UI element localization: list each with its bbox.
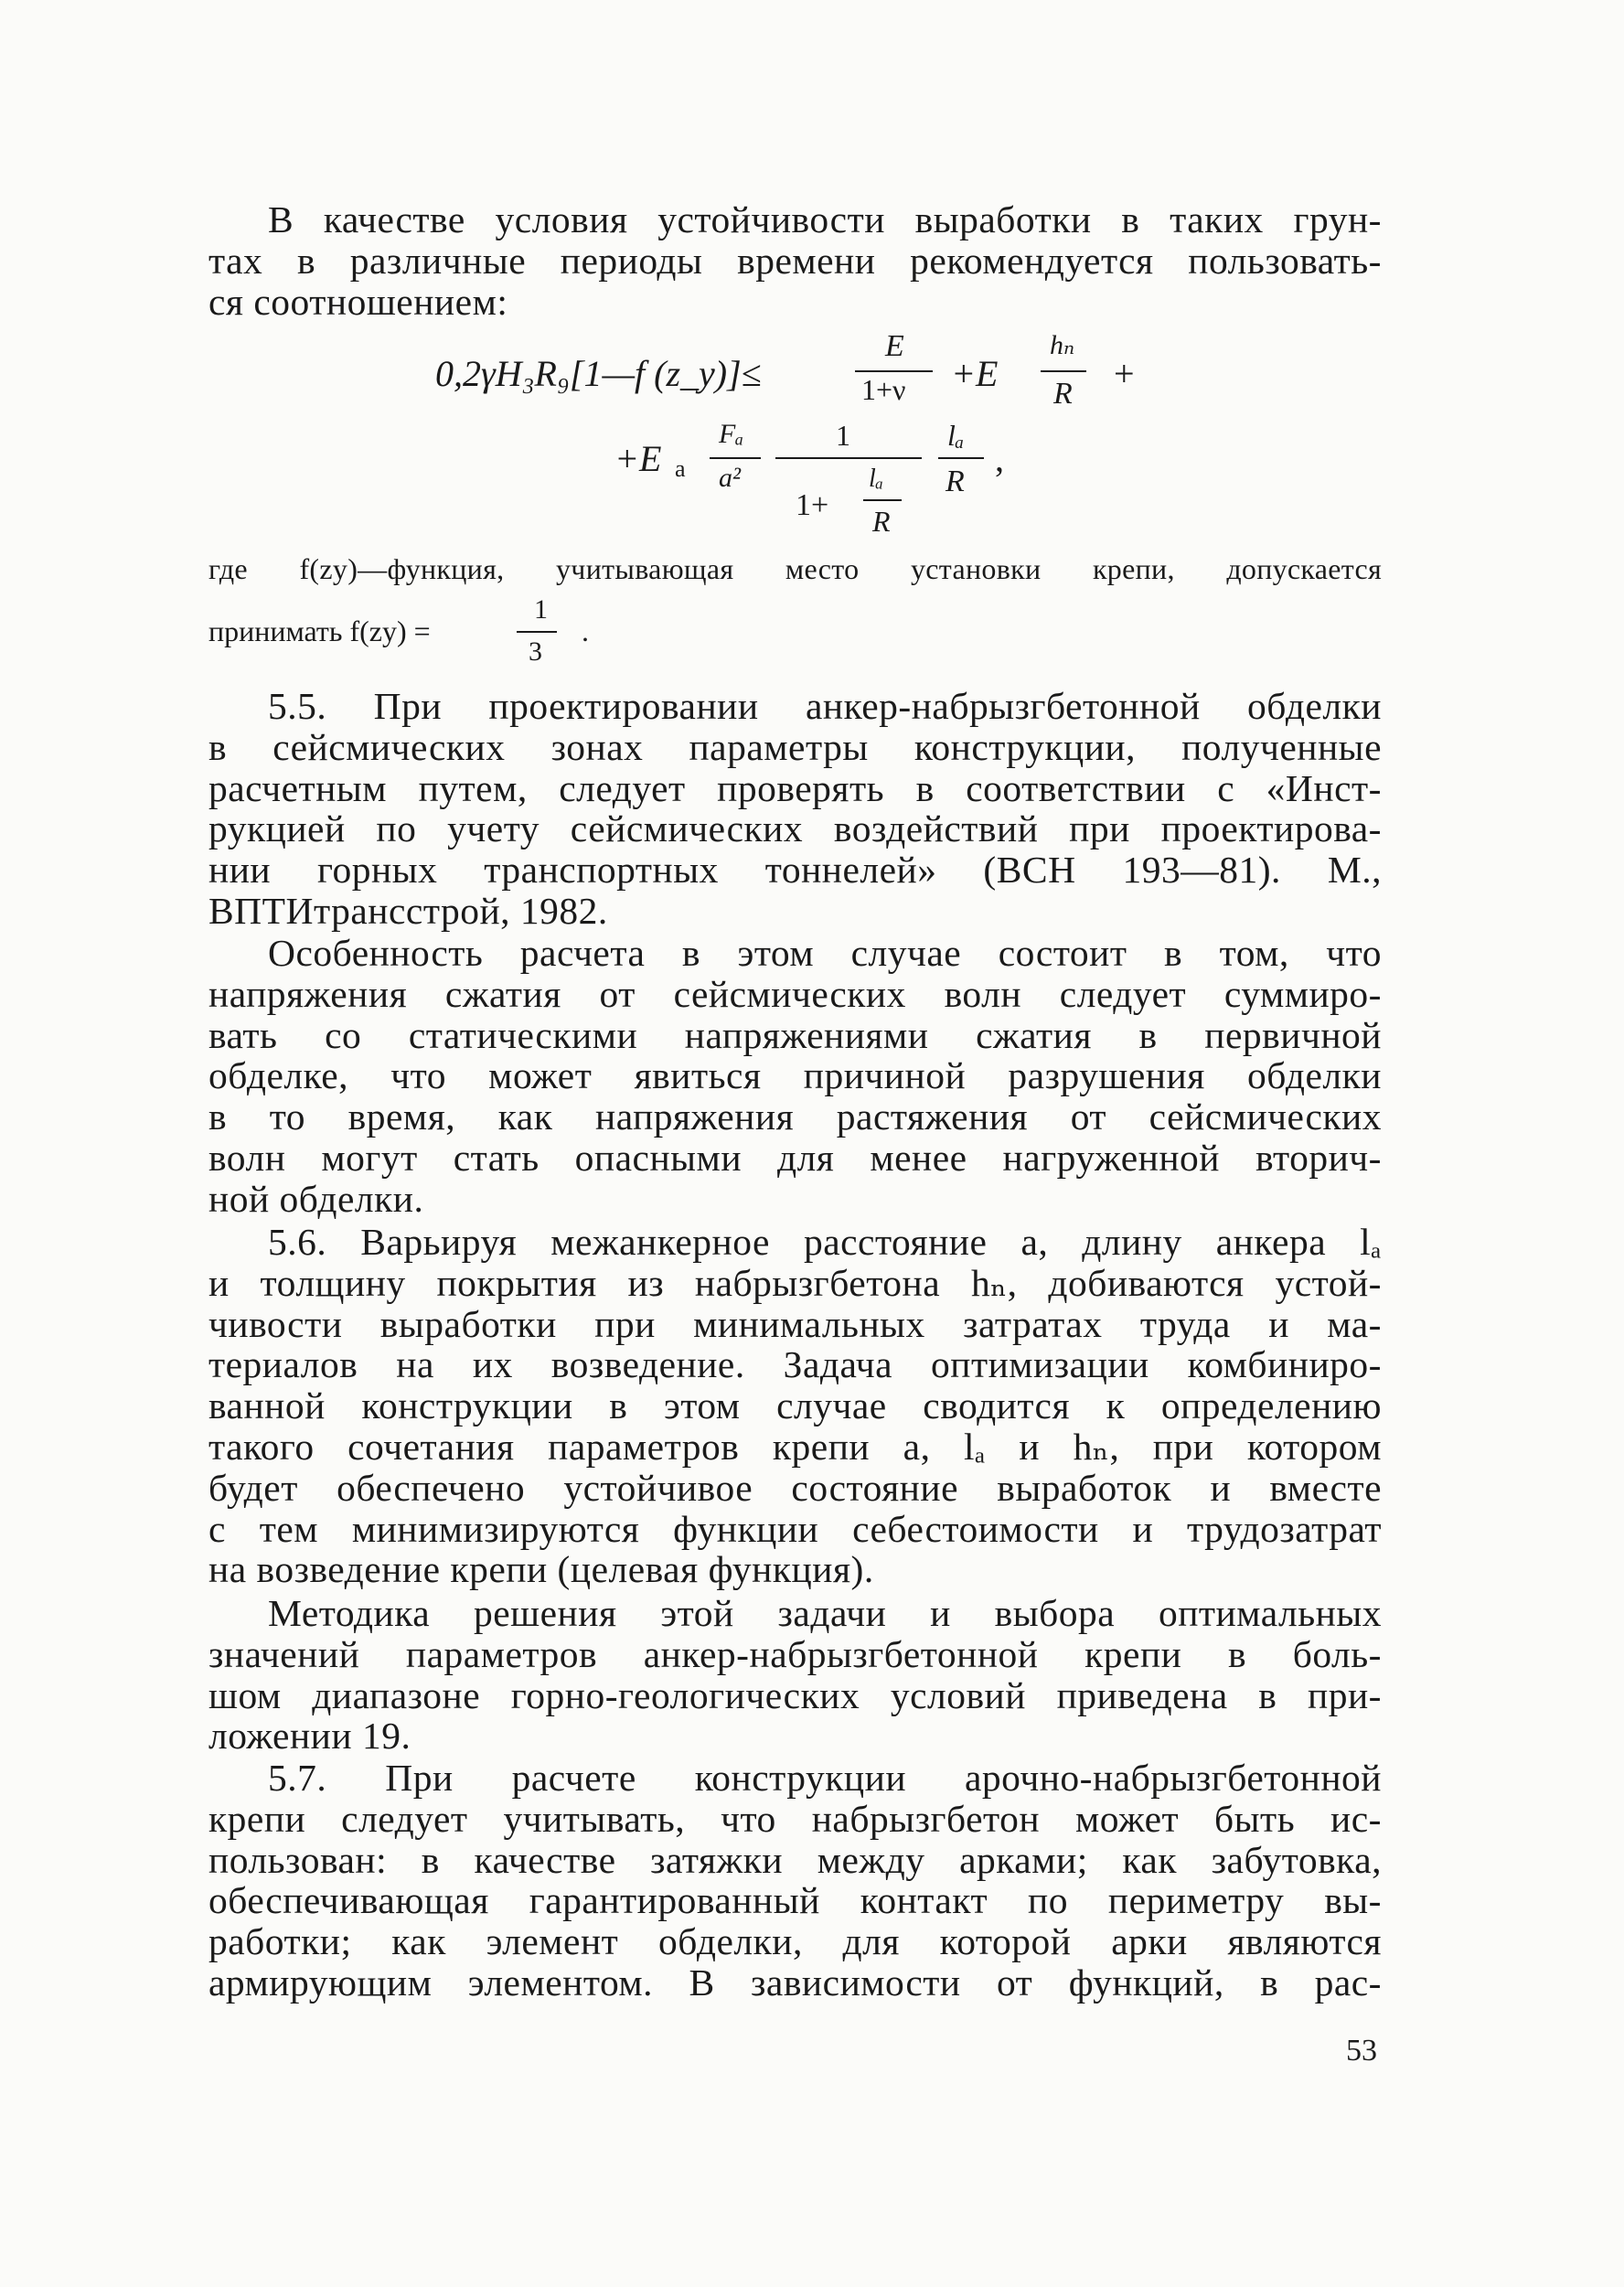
text-line: в то время, как напряжения растяжения от сейсмических <box>208 1095 1382 1138</box>
paragraph-5-7 <box>208 1758 1382 2004</box>
paragraph-5-6 <box>208 1222 1382 1590</box>
formula-sub-a: а <box>675 455 686 482</box>
text-line: вать со статическими напряжениями сжатия в первичной <box>208 1013 1382 1056</box>
text-line: 5.5. При проектировании анкер-набрызгбетонной обделки <box>268 685 1382 727</box>
fraction-bar <box>1041 370 1086 372</box>
text-line: ной обделки. <box>208 1177 424 1220</box>
text-line: териалов на их возведение. Задача оптимизации комбиниро- <box>208 1343 1382 1386</box>
text-line: рукцией по учету сейсмических воздействий при проектирова- <box>208 807 1382 850</box>
formula-den-1: 1+ <box>796 488 829 522</box>
formula-comma: , <box>995 438 1004 479</box>
text-line: в сейсмических зонах параметры конструкции, полученные <box>208 725 1382 768</box>
formula-plus-E: +E <box>951 353 999 394</box>
formula-den-a2: a² <box>719 463 741 493</box>
text-line: В качестве условия устойчивости выработки в таких грун- <box>268 198 1382 240</box>
paragraph-5-5 <box>208 686 1382 932</box>
text-line: напряжения сжатия от сейсмических волн следует суммиро- <box>208 972 1382 1015</box>
text-line: обделке, что может явиться причиной разрушения обделки <box>208 1054 1382 1097</box>
text-line: будет обеспечено устойчивое состояние выработок и вместе <box>208 1466 1382 1509</box>
formula-row2-left: +E <box>614 438 662 479</box>
text-line: 5.6. Варьируя межанкерное расстояние a, длину анкера lₐ <box>268 1221 1382 1263</box>
formula-den-R: R <box>1053 377 1073 411</box>
text-line: армирующим элементом. В зависимости от функций, в рас- <box>208 1961 1382 2004</box>
text-line: Особенность расчета в этом случае состоит в том, что <box>268 932 1382 974</box>
text-line: ся соотношением: <box>208 280 508 323</box>
text-line: шом диапазоне горно-геологических условий приведена в при- <box>208 1673 1382 1716</box>
note-frac-num: 1 <box>534 594 548 625</box>
text-line: ванной конструкции в этом случае сводится к определению <box>208 1384 1382 1427</box>
formula-den-1v: 1+ν <box>861 373 906 406</box>
paragraph-5-6-continued <box>208 1593 1382 1757</box>
formula-num-Fa: Fₐ <box>719 419 744 449</box>
formula-inner-den: R <box>872 505 891 538</box>
text-line: чивости выработки при минимальных затратах труда и ма- <box>208 1302 1382 1345</box>
formula-row1-left: 0,2γH₃R₉[1—f (z_y)]≤ <box>435 353 762 394</box>
text-line: 5.7. При расчете конструкции арочно-набрызгбетонной <box>268 1757 1382 1799</box>
fraction-bar <box>517 631 557 633</box>
formula-num-la: lₐ <box>947 419 965 452</box>
note-line2-prefix: принимать f(zу) = <box>208 614 431 647</box>
formula-note <box>208 550 1382 587</box>
paragraph-5-5-continued <box>208 933 1382 1220</box>
fraction-bar <box>710 457 761 459</box>
formula-inner-num: lₐ <box>869 465 883 493</box>
text-line: ВПТИтрансстрой, 1982. <box>208 889 608 932</box>
formula-plus-end: + <box>1114 353 1135 394</box>
text-line: работки; как элемент обделки, для которой арки являются <box>208 1920 1382 1963</box>
text-line: Методика решения этой задачи и выбора оптимальных <box>268 1592 1382 1634</box>
text-line: такого сочетания параметров крепи a, lₐ и hₙ, при котором <box>208 1425 1382 1468</box>
note-frac-den: 3 <box>529 636 542 667</box>
fraction-bar <box>775 457 922 459</box>
note-line: где f(zу)—функция, учитывающая место установки крепи, допускается <box>208 552 1382 585</box>
formula-den-R2: R <box>946 465 965 498</box>
text-line: нии горных транспортных тоннелей» (ВСН 193—81). М., <box>208 849 1382 892</box>
text-line: значений параметров анкер-набрызгбетонной крепи в боль- <box>208 1632 1382 1675</box>
text-line: с тем минимизируются функции себестоимости и трудозатрат <box>208 1507 1382 1550</box>
text-line: тах в различные периоды времени рекомендуется пользовать- <box>208 239 1382 282</box>
text-line: на возведение крепи (целевая функция). <box>208 1548 874 1591</box>
note-line2-suffix: . <box>582 614 589 647</box>
text-line: ложении 19. <box>208 1715 411 1758</box>
formula-num-hn: hₙ <box>1050 330 1075 360</box>
text-line: расчетным путем, следует проверять в соответствии с «Инст- <box>208 766 1382 809</box>
intro-paragraph <box>208 199 1382 322</box>
text-line: крепи следует учитывать, что набрызгбетон может быть ис- <box>208 1797 1382 1840</box>
text-line: обеспечивающая гарантированный контакт по периметру вы- <box>208 1879 1382 1922</box>
fraction-bar <box>855 370 933 372</box>
formula-num-E: E <box>885 329 904 363</box>
formula-num-1: 1 <box>836 419 850 452</box>
fraction-bar <box>938 457 984 459</box>
text-line: волн могут стать опасными для менее нагруженной вторич- <box>208 1136 1382 1179</box>
text-line: и толщину покрытия из набрызгбетона hₙ, добиваются устой- <box>208 1261 1382 1304</box>
fraction-bar <box>863 499 902 501</box>
page-number: 53 <box>1346 2034 1377 2068</box>
text-line: пользован: в качестве затяжки между арками; как забутовка, <box>208 1838 1382 1881</box>
